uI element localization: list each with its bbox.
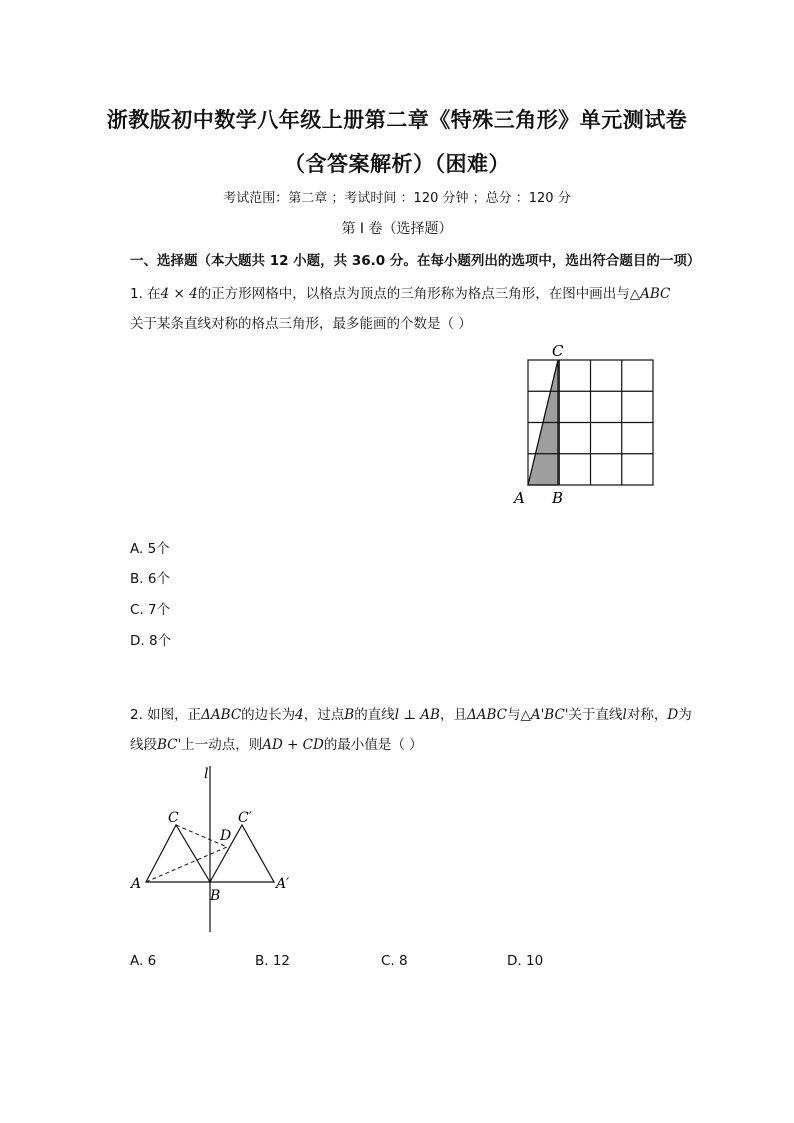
q2-math-d: D	[667, 707, 679, 723]
q2-text-2c: 的最小值是（ ）	[323, 737, 423, 753]
instruction: 一、选择题（本大题共 12 小题，共 36.0 分。在每小题列出的选项中，选出符合题目的一项）	[130, 253, 701, 269]
q2-label-c: C	[168, 810, 179, 826]
q1-option-b[interactable]: B. 6个	[130, 571, 170, 587]
q1-label-b: B	[552, 489, 564, 507]
q2-label-a-prime: A′	[276, 876, 290, 892]
q1-text-b: 的正方形网格中，以格点为顶点的三角形称为格点三角形，在图中画出与	[197, 286, 630, 302]
q1-text-a: 1. 在	[130, 286, 161, 302]
q2-line2	[130, 733, 423, 753]
q2-line1	[130, 703, 692, 723]
q1-triangle: △ABC	[629, 286, 671, 302]
q1-label-c: C	[552, 342, 564, 360]
q1-grid-size: 4 × 4	[160, 286, 198, 302]
q2-label-d: D	[220, 828, 232, 844]
q2-text-2b: 上一动点，则	[181, 737, 263, 753]
q2-option-c[interactable]: C. 8	[381, 953, 408, 969]
q1-option-c[interactable]: C. 7个	[130, 602, 171, 618]
q2-math-bc: BC'	[157, 737, 182, 753]
q2-label-c-prime: C′	[238, 810, 252, 826]
q2-math-l: l	[622, 707, 627, 723]
q1-label-a: A	[514, 489, 525, 507]
q2-math-abc3: △A'BC'	[520, 707, 569, 723]
page-title-line2: （含答案解析）（困难）	[284, 151, 510, 176]
q2-figure	[120, 760, 310, 940]
q2-label-l: l	[204, 766, 209, 782]
q2-text-d: 的直线	[354, 707, 395, 723]
q1-line1	[130, 282, 670, 302]
q2-option-a[interactable]: A. 6	[130, 953, 157, 969]
q2-text-g: 关于直线	[568, 707, 623, 723]
q2-text-2a: 线段	[130, 737, 157, 753]
q2-option-b[interactable]: B. 12	[255, 953, 291, 969]
q1-grid-figure	[505, 340, 665, 510]
q2-text-f: 与	[506, 707, 521, 723]
q2-text-i: 为	[678, 707, 692, 723]
q1-line2: 关于某条直线对称的格点三角形，最多能画的个数是（ ）	[130, 316, 472, 332]
q1-option-a[interactable]: A. 5个	[130, 541, 170, 557]
q2-math-abc2: ΔABC	[466, 707, 507, 723]
q2-label-a: A	[131, 876, 142, 892]
q2-math-perp: l ⊥ AB	[394, 707, 440, 723]
q2-text-a: 2. 如图，正	[130, 707, 202, 723]
q2-label-b: B	[210, 888, 221, 904]
exam-meta: 考试范围：第二章 ；考试时间 ：120 分钟 ；总分 ：120 分	[223, 191, 571, 206]
q2-text-e: ，且	[439, 707, 467, 723]
q1-option-d[interactable]: D. 8个	[130, 633, 172, 649]
q2-math-sum: AD + CD	[262, 737, 324, 753]
q2-math-4: 4	[295, 707, 304, 723]
q2-math-b: B	[344, 707, 355, 723]
q2-option-d[interactable]: D. 10	[507, 953, 544, 969]
q2-math-abc: ΔABC	[201, 707, 242, 723]
section-heading: 第 I 卷（选择题）	[341, 221, 453, 237]
q2-text-c: ，过点	[303, 707, 345, 723]
q2-text-b: 的边长为	[241, 707, 296, 723]
q2-text-h: 对称，	[626, 707, 668, 723]
page-title-line1: 浙教版初中数学八年级上册第二章《特殊三角形》单元测试卷	[106, 107, 688, 132]
